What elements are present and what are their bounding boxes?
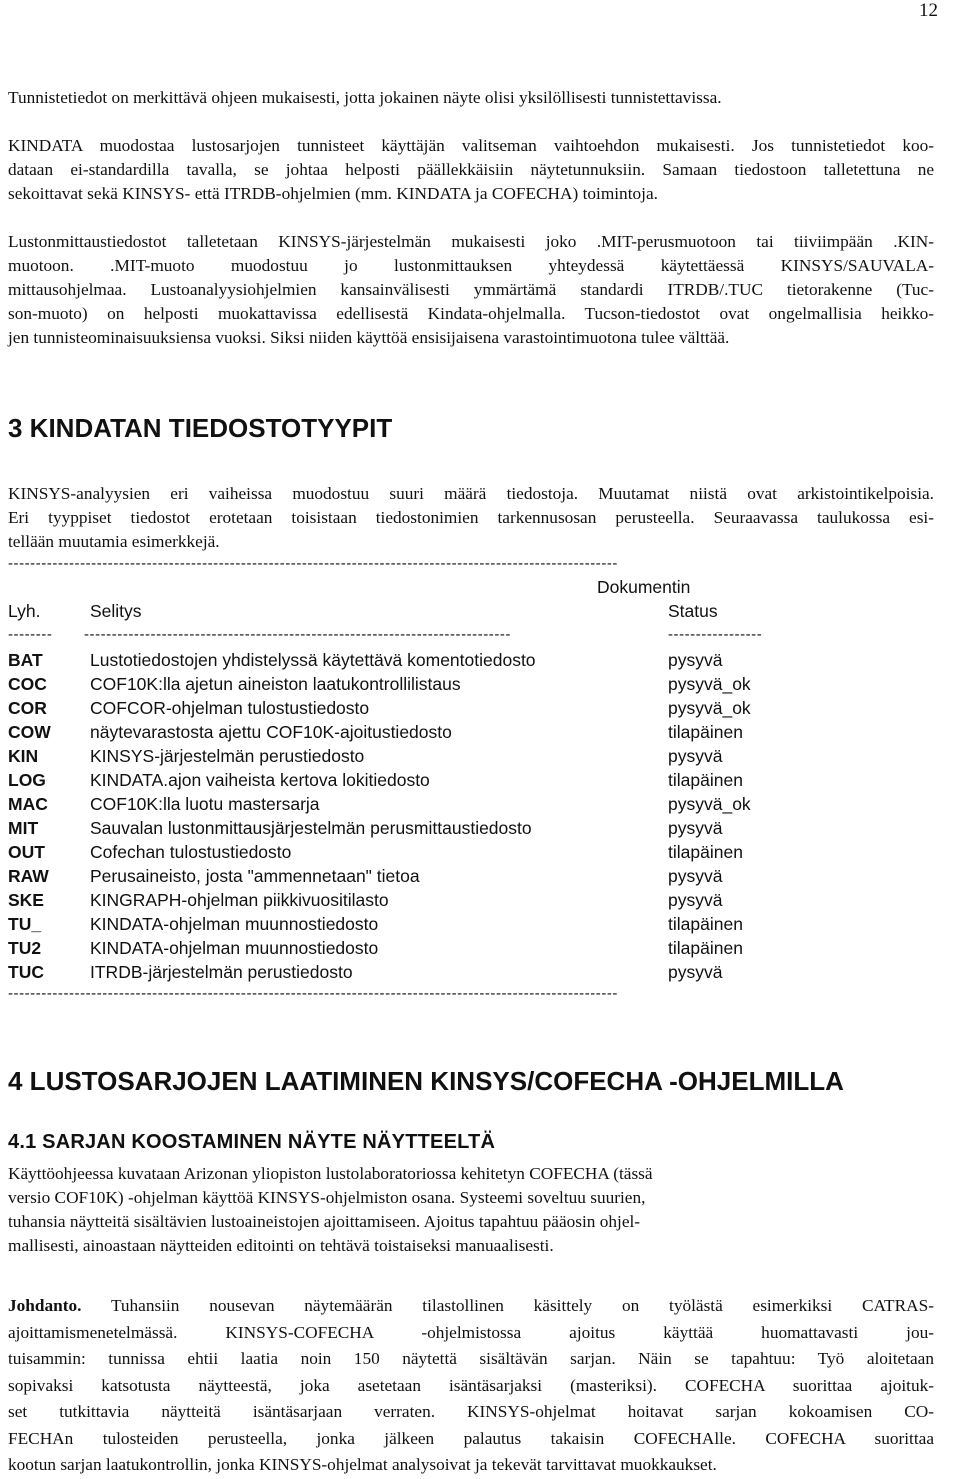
text-line: jen tunnisteominaisuuksiensa vuoksi. Siksi niiden käyttöä ensisijaisena varastointimuotona tulee välttää. (8, 328, 730, 347)
text-line: tuhansia näytteitä sisältävien lustoaineistojen ajoittamiseen. Ajoitus tapahtuu pääosin ohjel- (8, 1212, 641, 1231)
intro-paragraph-3 (8, 230, 934, 350)
table-row (8, 648, 948, 672)
file-extension: COC (8, 674, 47, 694)
file-status: tilapäinen (668, 938, 743, 958)
table-row (8, 888, 948, 912)
table-row (8, 840, 948, 864)
text-line: Eri tyyppiset tiedostot erotetaan toisistaan tiedostonimien tarkennusosan perusteella. Seuraavassa taulukossa esi- (8, 508, 934, 527)
text-line: muotoon. .MIT-muoto muodostuu jo lustonmittauksen yhteydessä käytettäessä KINSYS/SAUVALA- (8, 256, 934, 275)
file-status: pysyvä_ok (668, 698, 751, 718)
file-description: COFCOR-ohjelman tulostustiedosto (90, 698, 370, 718)
abbr-header: Lyh. (8, 601, 41, 621)
file-description: KINGRAPH-ohjelman piikkivuositilasto (90, 890, 389, 910)
table-bottom-rule: -------------------------------------------------------------------------------------------------------------- (8, 986, 618, 1002)
section-4-heading: 4 LUSTOSARJOJEN LAATIMINEN KINSYS/COFECHA -OHJELMILLA (8, 1066, 844, 1096)
file-extension: COR (8, 698, 47, 718)
status-header: Status (668, 601, 718, 621)
file-description: Sauvalan lustonmittausjärjestelmän perusmittaustiedosto (90, 818, 532, 838)
section-4-1-heading: 4.1 SARJAN KOOSTAMINEN NÄYTE NÄYTTEELTÄ (8, 1131, 496, 1153)
text-line: FECHAn tulosteiden perusteella, jonka jälkeen palautus takaisin COFECHAlle. COFECHA suorittaa (8, 1428, 934, 1448)
text-line: mittausohjelmaa. Lustoanalyysiohjelmien kansainvälisesti ymmärtämä standardi ITRDB/.TUC tietorakenne (Tuc- (8, 280, 934, 299)
file-extension: OUT (8, 842, 45, 862)
table-row (8, 936, 948, 960)
file-description: ITRDB-järjestelmän perustiedosto (90, 962, 353, 982)
file-extension: MAC (8, 794, 48, 814)
file-extension: BAT (8, 650, 43, 670)
table-row (8, 792, 948, 816)
file-status: tilapäinen (668, 842, 743, 862)
desc-header-rule: ----------------------------------------------------------------------------- (84, 627, 511, 643)
section-3-heading: 3 KINDATAN TIEDOSTOTYYPIT (8, 413, 393, 443)
file-description: KINDATA.ajon vaiheista kertova lokitiedosto (90, 770, 430, 790)
section-4-1-paragraph (8, 1162, 858, 1258)
file-status: pysyvä (668, 650, 723, 670)
file-extension: TUC (8, 962, 44, 982)
page-number: 12 (919, 0, 938, 21)
text-line: Lustonmittaustiedostot talletetaan KINSYS-järjestelmän mukaisesti joko .MIT-perusmuotoon tai tiiviimpään .KIN- (8, 232, 934, 251)
introduction-lead: Johdanto. (8, 1296, 82, 1315)
file-extension: KIN (8, 746, 39, 766)
file-status: tilapäinen (668, 770, 743, 790)
file-status: pysyvä_ok (668, 794, 751, 814)
text-line: tuisammin: tunnissa ehtii laatia noin 150 näytettä sisältävän sarjan. Näin se tapahtuu: Työ aloitetaan (8, 1349, 934, 1368)
file-extension: MIT (8, 818, 39, 838)
file-description: COF10K:lla luotu mastersarja (90, 794, 320, 814)
file-extension: TU2 (8, 938, 42, 958)
table-row (8, 720, 948, 744)
text-line: versio COF10K) -ohjelman käyttöä KINSYS-ohjelmiston osana. Systeemi soveltuu suurien, (8, 1188, 646, 1207)
file-status: tilapäinen (668, 914, 743, 934)
text-line: son-muoto) on helposti muokattavissa edellisestä Kindata-ohjelmalla. Tucson-tiedostot ovat ongelmallisia heikko- (8, 304, 934, 323)
text-line: set tutkittavia näytteitä isäntäsarjaan verraten. KINSYS-ohjelmat hoitavat sarjan kokoamisen CO- (8, 1402, 934, 1421)
text-line: ajoittamismenetelmässä. KINSYS-COFECHA -ohjelmistossa ajoitus käyttää huomattavasti jou- (8, 1322, 934, 1342)
table-row (8, 864, 948, 888)
file-extension: SKE (8, 890, 44, 910)
text-line: Käyttöohjeessa kuvataan Arizonan yliopiston lustolaboratoriossa kehitetyn COFECHA (tässä (8, 1164, 653, 1183)
table-top-rule: -------------------------------------------------------------------------------------------------------------- (8, 556, 618, 572)
status-header-top: Dokumentin (597, 577, 691, 597)
file-extension: TU_ (8, 914, 42, 934)
file-description: KINDATA-ohjelman muunnostiedosto (90, 938, 379, 958)
desc-header: Selitys (90, 601, 142, 621)
file-description: KINDATA-ohjelman muunnostiedosto (90, 914, 379, 934)
file-status: pysyvä (668, 962, 723, 982)
section-3-paragraph (8, 482, 934, 554)
table-row (8, 960, 948, 984)
table-row (8, 912, 948, 936)
table-row (8, 696, 948, 720)
file-status: pysyvä (668, 890, 723, 910)
text-line: mallisesti, ainoastaan näytteiden editointi on tehtävä toistaiseksi manuaalisesti. (8, 1236, 554, 1255)
text-line: Tunnistetiedot on merkittävä ohjeen mukaisesti, jotta jokainen näyte olisi yksilöllisesti tunnistettavissa. (8, 88, 722, 107)
file-description: Lustotiedostojen yhdistelyssä käytettävä komentotiedosto (90, 650, 536, 670)
text-line: sopivaksi katsotusta näytteestä, joka asetetaan isäntäsarjaksi (masteriksi). COFECHA suorittaa ajoituk- (8, 1375, 934, 1395)
text-line: tellään muutamia esimerkkejä. (8, 532, 220, 551)
file-extension: LOG (8, 770, 46, 790)
table-row (8, 672, 948, 696)
text-line (8, 1293, 934, 1320)
file-description: näytevarastosta ajettu COF10K-ajoitustiedosto (90, 722, 452, 742)
introduction-first-line: Tuhansiin nousevan näytemäärän tilastollinen käsittely on työlästä esimerkiksi CATRAS- (81, 1296, 934, 1315)
table-row (8, 768, 948, 792)
file-description: COF10K:lla ajetun aineiston laatukontrollilistaus (90, 674, 461, 694)
abbr-header-rule: -------- (8, 627, 53, 643)
table-row (8, 816, 948, 840)
table-row (8, 744, 948, 768)
file-status: pysyvä (668, 866, 723, 886)
file-description: Cofechan tulostustiedosto (90, 842, 292, 862)
file-description: KINSYS-järjestelmän perustiedosto (90, 746, 365, 766)
file-status: pysyvä (668, 818, 723, 838)
file-description: Perusaineisto, josta "ammennetaan" tietoa (90, 866, 420, 886)
text-line: KINDATA muodostaa lustosarjojen tunnisteet käyttäjän valitseman vaihtoehdon mukaisesti. Jos tunnistetiedot koo- (8, 136, 934, 155)
intro-paragraph-1 (8, 86, 934, 110)
file-status: pysyvä (668, 746, 723, 766)
file-status: tilapäinen (668, 722, 743, 742)
status-header-rule: ----------------- (668, 627, 763, 643)
text-line: kootun sarjan laatukontrollin, jonka KINSYS-ohjelmat analysoivat ja tekevät tarvittavat muokkaukset. (8, 1455, 717, 1474)
file-status: pysyvä_ok (668, 674, 751, 694)
introduction-paragraph (8, 1293, 934, 1479)
intro-paragraph-2 (8, 134, 934, 206)
file-extension: RAW (8, 866, 49, 886)
text-line: sekoittavat sekä KINSYS- että ITRDB-ohjelmien (mm. KINDATA ja COFECHA) toimintoja. (8, 184, 658, 203)
text-line: dataan ei-standardilla tavalla, se johtaa helposti päällekkäisiin näytetunnuksiin. Samaan tiedostoon talletettuna ne (8, 160, 934, 179)
text-line: KINSYS-analyysien eri vaiheissa muodostuu suuri määrä tiedostoja. Muutamat niistä ovat arkistointikelpoisia. (8, 484, 934, 503)
file-extension: COW (8, 722, 51, 742)
